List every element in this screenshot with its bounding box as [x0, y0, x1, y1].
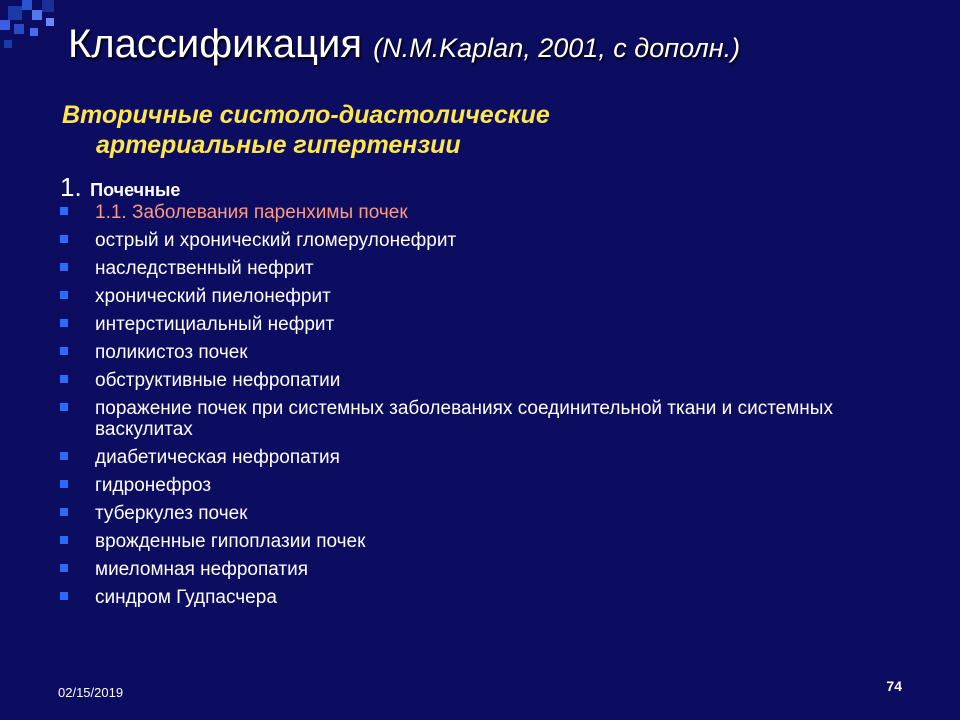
list-item-text: острый и хронический гломерулонефрит	[95, 230, 457, 251]
list-item	[58, 314, 918, 335]
heading-line-2: артериальные гипертензии	[96, 131, 461, 159]
bullet-square-icon	[60, 347, 68, 355]
list-item	[58, 230, 918, 251]
bullet-square-icon	[60, 403, 68, 411]
bullet-list	[58, 202, 918, 615]
title-main: Классификация	[68, 22, 363, 66]
section-label: Почечные	[90, 180, 181, 200]
bullet-square-icon	[60, 235, 68, 243]
list-item-text: хронический пиелонефрит	[95, 286, 331, 307]
bullet-square-icon	[60, 480, 68, 488]
section-number: 1.	[60, 172, 82, 202]
bullet-square-icon	[60, 375, 68, 383]
bullet-square-icon	[60, 319, 68, 327]
list-item	[58, 342, 918, 363]
list-item-text: поражение почек при системных заболеваниях соединительной ткани и системных васкулитах	[95, 398, 833, 440]
bullet-square-icon	[60, 564, 68, 572]
heading-line-1: Вторичные систоло-диастолические	[62, 101, 550, 129]
corner-decoration	[0, 0, 60, 60]
slide-heading	[62, 100, 762, 160]
list-item	[58, 559, 918, 580]
bullet-square-icon	[60, 536, 68, 544]
list-item-text: поликистоз почек	[95, 342, 248, 363]
list-item-text: миеломная нефропатия	[95, 559, 309, 580]
list-item-text: интерстициальный нефрит	[95, 314, 335, 335]
bullet-square-icon	[60, 263, 68, 271]
list-item-text: наследственный нефрит	[95, 258, 314, 279]
footer-date: 02/15/2019	[58, 685, 124, 700]
bullet-square-icon	[60, 508, 68, 516]
list-item	[58, 447, 918, 468]
list-item	[58, 398, 918, 440]
list-item	[58, 202, 918, 223]
list-item	[58, 475, 918, 496]
list-item-text: обструктивные нефропатии	[95, 370, 341, 391]
list-item	[58, 531, 918, 552]
list-item	[58, 258, 918, 279]
list-item	[58, 370, 918, 391]
bullet-square-icon	[60, 452, 68, 460]
bullet-square-icon	[60, 207, 68, 215]
list-item	[58, 503, 918, 524]
list-item-text: гидронефроз	[95, 475, 212, 496]
slide-title	[68, 22, 740, 67]
section-title	[60, 172, 180, 203]
title-source: (N.M.Kaplan, 2001, с дополн.)	[373, 33, 741, 63]
list-item-text: синдром Гудпасчера	[95, 587, 277, 608]
list-item	[58, 587, 918, 608]
list-item-text: туберкулез почек	[95, 503, 248, 524]
list-item-text: врожденные гипоплазии почек	[95, 531, 366, 552]
list-item-text: диабетическая нефропатия	[95, 447, 340, 468]
page-number: 74	[886, 678, 902, 694]
bullet-square-icon	[60, 592, 68, 600]
list-item-text: 1.1. Заболевания паренхимы почек	[95, 202, 408, 223]
list-item	[58, 286, 918, 307]
bullet-square-icon	[60, 291, 68, 299]
